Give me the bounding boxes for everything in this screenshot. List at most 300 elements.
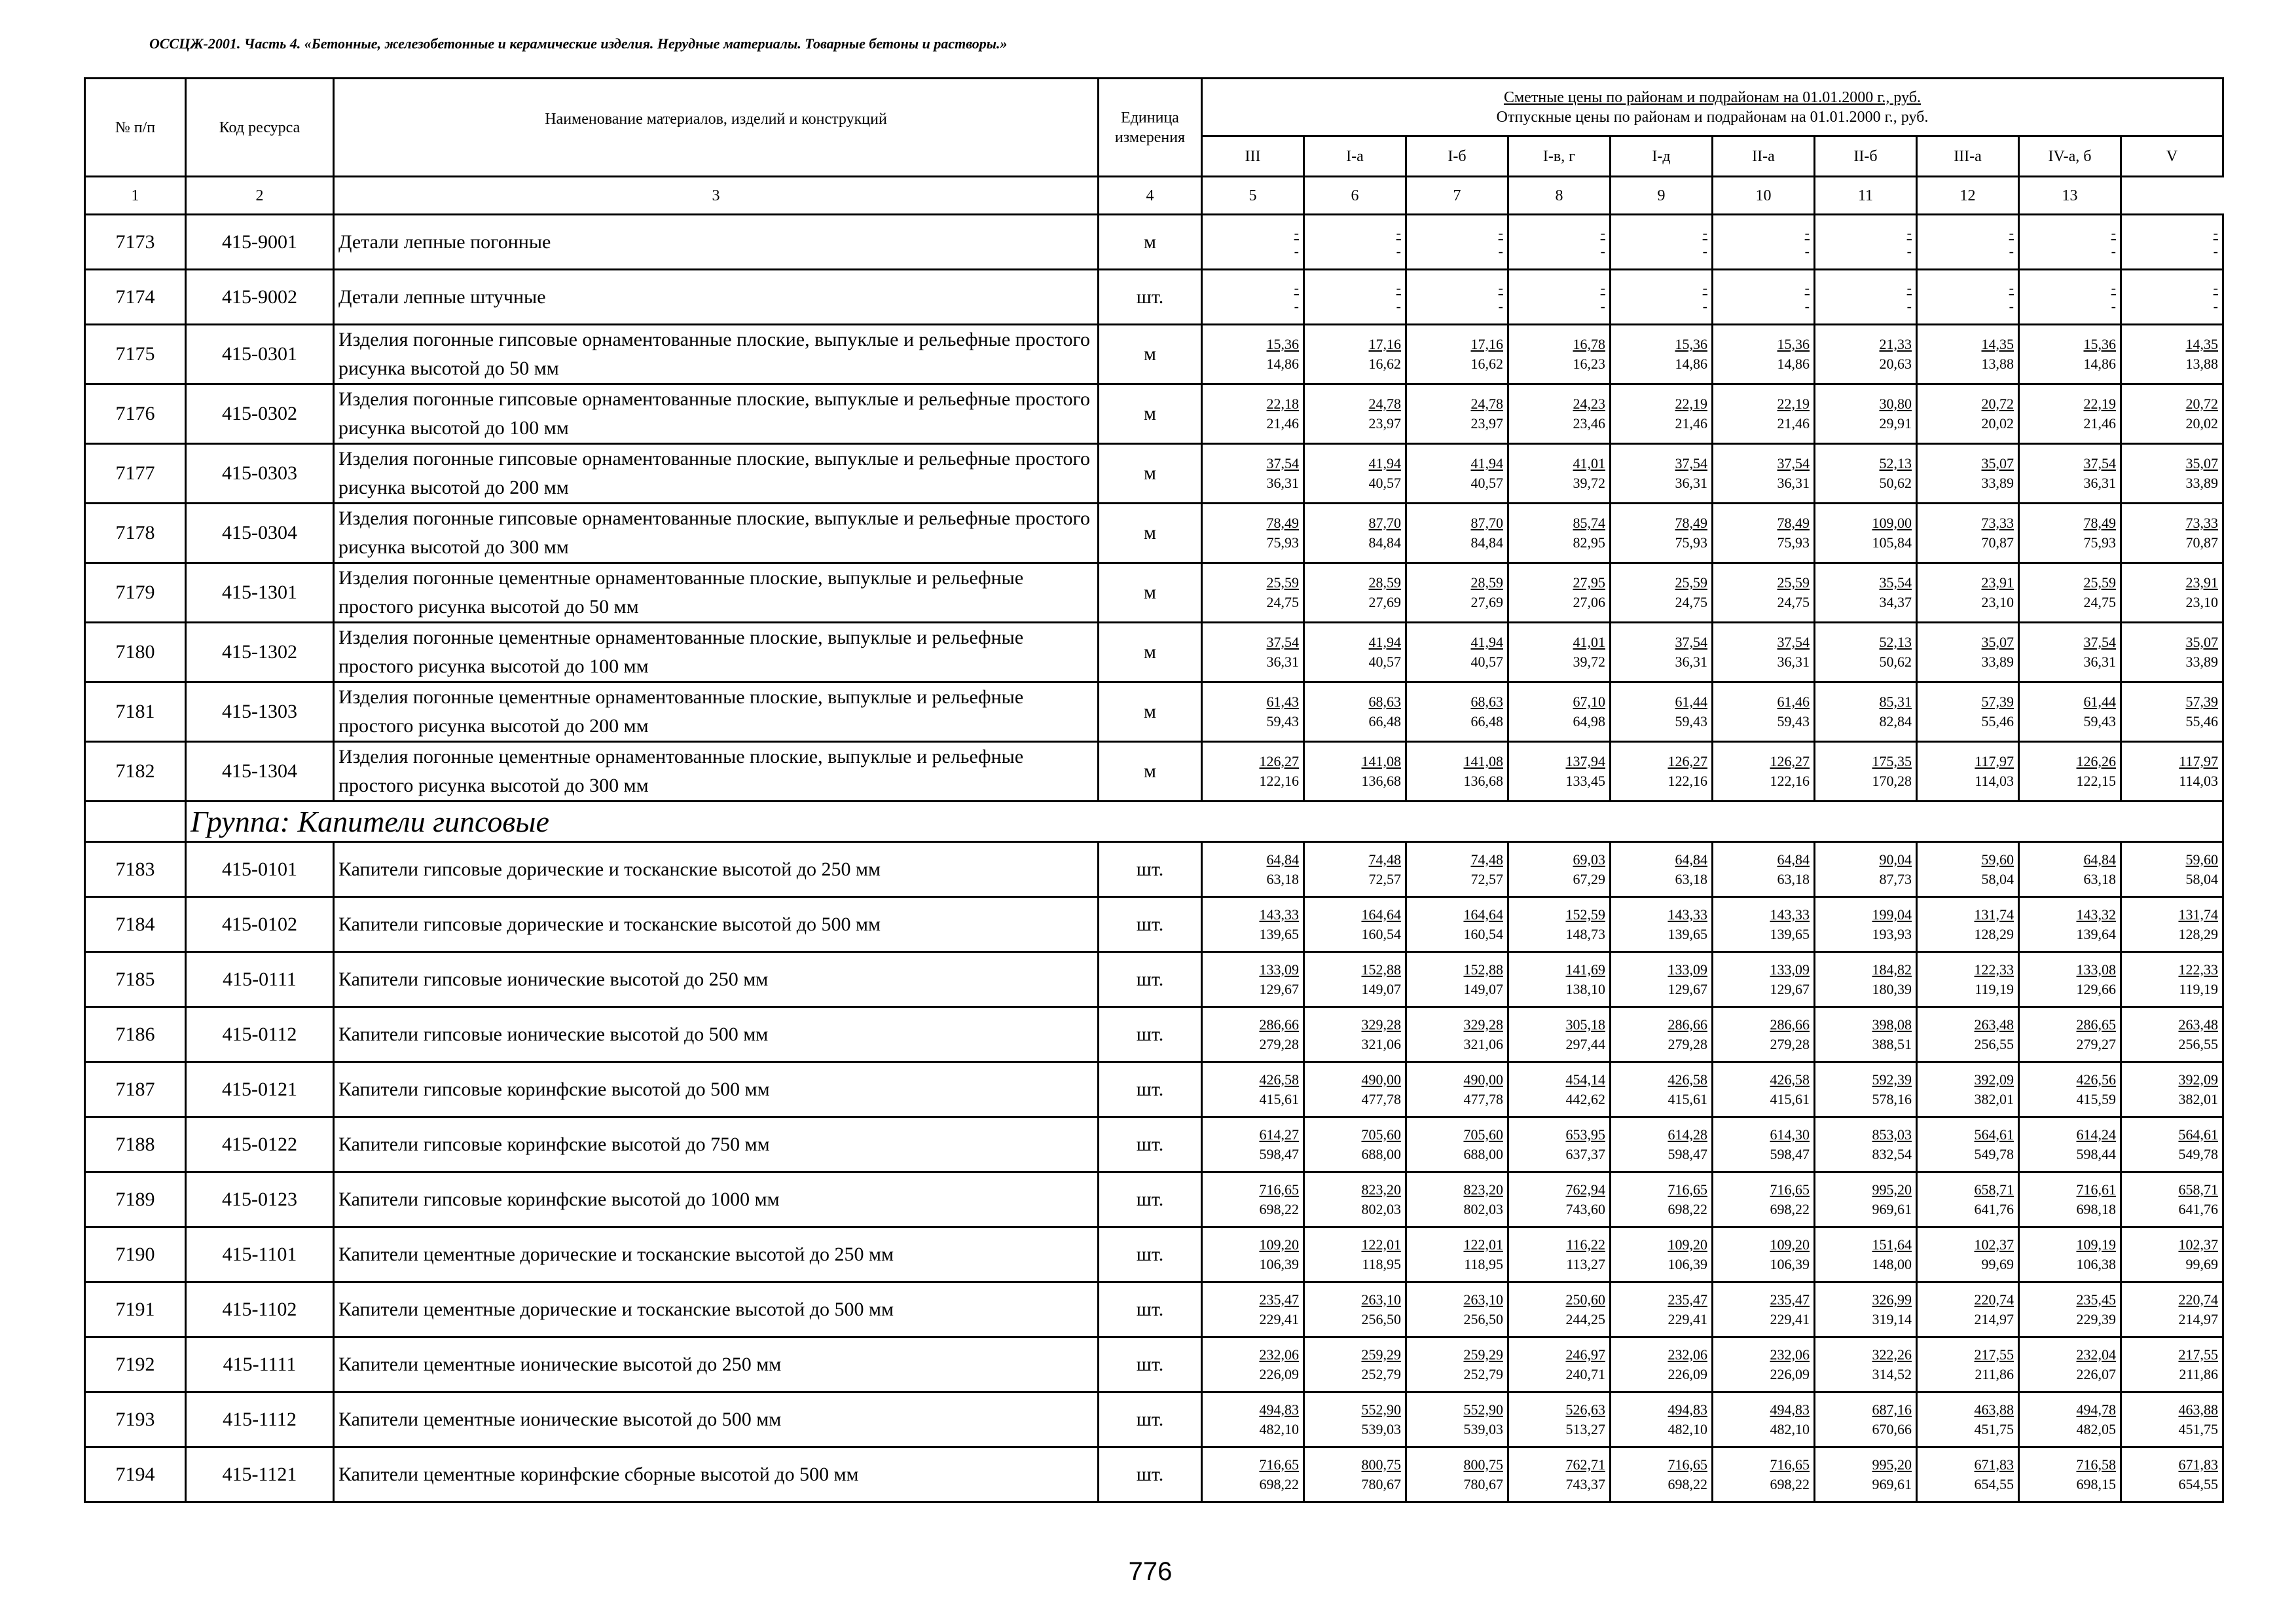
- release-price: 55,46: [2185, 713, 2218, 729]
- price-cell: [1713, 1337, 1815, 1392]
- table-row: [85, 1447, 2223, 1502]
- price-cell: [2121, 1117, 2223, 1172]
- release-price: 226,09: [1259, 1365, 1299, 1382]
- row-number: 7173: [85, 215, 186, 270]
- row-number: 7187: [85, 1062, 186, 1117]
- release-price: 415,61: [1667, 1090, 1707, 1107]
- resource-code: 415-1303: [186, 682, 334, 742]
- header-col-number: 13: [2019, 177, 2121, 215]
- release-price: 539,03: [1361, 1420, 1401, 1437]
- item-name: Капители цементные дорические и тосканские высотой до 250 мм: [334, 1227, 1099, 1282]
- price-cell: [1304, 563, 1406, 623]
- price-cell: [1508, 623, 1611, 682]
- release-price: 170,28: [1872, 773, 1912, 789]
- estimate-price: -: [1804, 224, 1810, 241]
- price-cell: [1713, 563, 1815, 623]
- estimate-price: 35,54: [1879, 574, 1912, 591]
- table-row: [85, 504, 2223, 563]
- estimate-price: 37,54: [1675, 634, 1707, 650]
- release-price: 21,46: [1675, 415, 1707, 432]
- estimate-price: 152,88: [1463, 961, 1503, 978]
- estimate-price: 716,65: [1667, 1456, 1707, 1473]
- release-price: 55,46: [1981, 713, 2014, 729]
- estimate-price: 392,09: [2178, 1071, 2218, 1088]
- table-row: [85, 270, 2223, 325]
- release-price: 244,25: [1565, 1310, 1605, 1327]
- price-cell: [1406, 897, 1508, 952]
- release-price: 688,00: [1463, 1145, 1503, 1162]
- estimate-price: 15,36: [2083, 336, 2116, 352]
- estimate-price: 454,14: [1565, 1071, 1605, 1088]
- table-row: [85, 1172, 2223, 1227]
- item-name: Капители цементные коринфские сборные высотой до 500 мм: [334, 1447, 1099, 1502]
- price-cell: [1406, 952, 1508, 1007]
- price-cell: [1304, 897, 1406, 952]
- release-price: 84,84: [1368, 534, 1401, 551]
- release-price: -: [1906, 242, 1912, 259]
- release-price: 969,61: [1872, 1200, 1912, 1217]
- release-price: 482,10: [1770, 1420, 1810, 1437]
- price-cell: [2019, 897, 2121, 952]
- estimate-price: 392,09: [1974, 1071, 2014, 1088]
- estimate-price: -: [1702, 279, 1707, 296]
- release-price: 87,73: [1879, 870, 1912, 887]
- release-price: 14,86: [1266, 356, 1299, 372]
- estimate-price: 494,83: [1770, 1401, 1810, 1418]
- price-cell: [1304, 1172, 1406, 1227]
- price-cell: [2019, 1337, 2121, 1392]
- release-price: 802,03: [1463, 1200, 1503, 1217]
- release-price: -: [2009, 242, 2014, 259]
- release-price: 297,44: [1565, 1035, 1605, 1052]
- release-price: 279,28: [1770, 1035, 1810, 1052]
- header-region: I-а: [1304, 136, 1406, 177]
- price-cell: [1917, 1337, 2019, 1392]
- release-price: 240,71: [1565, 1365, 1605, 1382]
- release-price: 64,98: [1573, 713, 1605, 729]
- item-name: Детали лепные погонные: [334, 215, 1099, 270]
- table-row: [85, 1117, 2223, 1172]
- row-number: 7185: [85, 952, 186, 1007]
- release-price: 415,61: [1770, 1090, 1810, 1107]
- price-cell: [1917, 504, 2019, 563]
- row-number: 7175: [85, 325, 186, 384]
- table-row: [85, 952, 2223, 1007]
- release-price: -: [1702, 297, 1707, 314]
- item-name: Капители цементные ионические высотой до 500 мм: [334, 1392, 1099, 1447]
- release-price: 139,65: [1667, 925, 1707, 942]
- estimate-price: 658,71: [2178, 1181, 2218, 1198]
- price-cell: [1917, 1227, 2019, 1282]
- price-cell: [1815, 504, 1917, 563]
- header-col-number: 1: [85, 177, 186, 215]
- table-row: [85, 842, 2223, 897]
- release-price: 118,95: [1362, 1255, 1401, 1272]
- release-price: 578,16: [1872, 1090, 1912, 1107]
- price-cell: [1611, 1227, 1713, 1282]
- estimate-price: 59,60: [2185, 851, 2218, 868]
- release-price: 29,91: [1879, 415, 1912, 432]
- release-price: 122,16: [1667, 773, 1707, 789]
- estimate-price: 126,26: [2076, 753, 2116, 769]
- release-price: 16,62: [1368, 356, 1401, 372]
- header-col-number: 12: [1917, 177, 2019, 215]
- estimate-price: 78,49: [2083, 515, 2116, 531]
- price-cell: [1713, 504, 1815, 563]
- estimate-price: 133,08: [2076, 961, 2116, 978]
- estimate-price: 131,74: [1974, 906, 2014, 923]
- estimate-price: 800,75: [1361, 1456, 1401, 1473]
- price-cell: [2121, 1062, 2223, 1117]
- estimate-price: 37,54: [1777, 634, 1810, 650]
- table-body: [85, 79, 2223, 1502]
- release-price: 36,31: [2083, 654, 2116, 670]
- estimate-price: 52,13: [1879, 455, 1912, 471]
- estimate-price: 463,88: [1974, 1401, 2014, 1418]
- price-cell: [1406, 1392, 1508, 1447]
- estimate-price: 653,95: [1565, 1126, 1605, 1143]
- item-name: Капители гипсовые дорические и тосканские высотой до 250 мм: [334, 842, 1099, 897]
- release-price: 256,50: [1361, 1310, 1401, 1327]
- estimate-price: 57,39: [2185, 693, 2218, 710]
- release-price: -: [2111, 242, 2116, 259]
- release-price: 113,27: [1566, 1255, 1605, 1272]
- estimate-price: 853,03: [1872, 1126, 1912, 1143]
- estimate-price: -: [1906, 279, 1912, 296]
- estimate-price: 286,65: [2076, 1016, 2116, 1033]
- release-price: 66,48: [1470, 713, 1503, 729]
- release-price: 138,10: [1565, 980, 1605, 997]
- estimate-price: 217,55: [1974, 1346, 2014, 1363]
- release-price: 129,67: [1667, 980, 1707, 997]
- estimate-price: 232,06: [1667, 1346, 1707, 1363]
- release-price: 415,61: [1259, 1090, 1299, 1107]
- estimate-price: 109,19: [2076, 1236, 2116, 1253]
- estimate-price: 263,10: [1361, 1291, 1401, 1308]
- release-price: 314,52: [1872, 1365, 1912, 1382]
- price-cell: [2121, 742, 2223, 802]
- release-price: 279,28: [1259, 1035, 1299, 1052]
- estimate-price: 102,37: [1974, 1236, 2014, 1253]
- estimate-price: 463,88: [2178, 1401, 2218, 1418]
- estimate-price: 64,84: [1266, 851, 1299, 868]
- price-cell: [1406, 623, 1508, 682]
- estimate-price: 658,71: [1974, 1181, 2014, 1198]
- price-cell: [1611, 444, 1713, 504]
- estimate-price: 426,56: [2076, 1071, 2116, 1088]
- price-cell: [1917, 682, 2019, 742]
- price-cell: [1202, 504, 1304, 563]
- estimate-price: 151,64: [1872, 1236, 1912, 1253]
- price-cell: [1508, 952, 1611, 1007]
- table-row: [85, 1227, 2223, 1282]
- row-number: 7179: [85, 563, 186, 623]
- estimate-price: 184,82: [1872, 961, 1912, 978]
- release-price: 698,15: [2076, 1475, 2116, 1492]
- release-price: -: [2009, 297, 2014, 314]
- header-prices-release: Отпускные цены по районам и подрайонам на 01.01.2000 г., руб.: [1496, 108, 1929, 126]
- price-cell: [1917, 1172, 2019, 1227]
- estimate-price: 41,01: [1573, 455, 1605, 471]
- release-price: 40,57: [1368, 654, 1401, 670]
- unit: шт.: [1099, 897, 1202, 952]
- release-price: 832,54: [1872, 1145, 1912, 1162]
- price-cell: [1611, 742, 1713, 802]
- estimate-price: 564,61: [1974, 1126, 2014, 1143]
- price-cell: [1917, 384, 2019, 444]
- price-cell: [2121, 1172, 2223, 1227]
- release-price: 50,62: [1879, 475, 1912, 491]
- price-cell: [1304, 1282, 1406, 1337]
- estimate-price: 716,65: [1259, 1456, 1299, 1473]
- item-name: Изделия погонные гипсовые орнаментованные плоские, выпуклые и рельефные простого рисунка высотой до 100 мм: [334, 384, 1099, 444]
- price-cell: [1713, 384, 1815, 444]
- estimate-price: 552,90: [1361, 1401, 1401, 1418]
- price-cell: [2019, 215, 2121, 270]
- header-col-number: 7: [1406, 177, 1508, 215]
- estimate-price: 15,36: [1266, 336, 1299, 352]
- price-cell: [2019, 325, 2121, 384]
- release-price: 24,75: [1266, 594, 1299, 610]
- release-price: 33,89: [1981, 654, 2014, 670]
- row-number: 7188: [85, 1117, 186, 1172]
- release-price: 214,97: [2178, 1310, 2218, 1327]
- price-cell: [1611, 897, 1713, 952]
- price-cell: [1713, 1227, 1815, 1282]
- release-price: 33,89: [2185, 654, 2218, 670]
- price-cell: [1508, 1392, 1611, 1447]
- row-number: 7174: [85, 270, 186, 325]
- estimate-price: 74,48: [1368, 851, 1401, 868]
- resource-code: 415-1102: [186, 1282, 334, 1337]
- price-cell: [1508, 444, 1611, 504]
- price-cell: [1917, 952, 2019, 1007]
- unit: шт.: [1099, 270, 1202, 325]
- release-price: 72,57: [1368, 870, 1401, 887]
- header-region: V: [2121, 136, 2223, 177]
- price-cell: [2121, 1447, 2223, 1502]
- estimate-price: 21,33: [1879, 336, 1912, 352]
- row-number: 7193: [85, 1392, 186, 1447]
- table-row: [85, 563, 2223, 623]
- price-cell: [2121, 444, 2223, 504]
- estimate-price: 671,83: [1974, 1456, 2014, 1473]
- price-cell: [2121, 384, 2223, 444]
- header-region: IV-а, б: [2019, 136, 2121, 177]
- release-price: 13,88: [1981, 356, 2014, 372]
- release-price: 106,38: [2076, 1255, 2116, 1272]
- release-price: 477,78: [1463, 1090, 1503, 1107]
- estimate-price: 68,63: [1470, 693, 1503, 710]
- item-name: Капители гипсовые ионические высотой до 250 мм: [334, 952, 1099, 1007]
- price-cell: [1713, 1117, 1815, 1172]
- estimate-price: 117,97: [1975, 753, 2014, 769]
- price-cell: [1917, 270, 2019, 325]
- price-cell: [1611, 1447, 1713, 1502]
- release-price: 279,28: [1667, 1035, 1707, 1052]
- estimate-price: 28,59: [1368, 574, 1401, 591]
- item-name: Капители гипсовые ионические высотой до 500 мм: [334, 1007, 1099, 1062]
- price-cell: [1202, 215, 1304, 270]
- estimate-price: 35,07: [2185, 634, 2218, 650]
- estimate-price: 263,10: [1463, 1291, 1503, 1308]
- price-cell: [1713, 444, 1815, 504]
- estimate-price: 259,29: [1463, 1346, 1503, 1363]
- item-name: Детали лепные штучные: [334, 270, 1099, 325]
- row-number: 7178: [85, 504, 186, 563]
- price-cell: [1713, 842, 1815, 897]
- header-col-number: 9: [1611, 177, 1713, 215]
- price-cell: [1815, 215, 1917, 270]
- release-price: 139,65: [1770, 925, 1810, 942]
- price-cell: [2019, 270, 2121, 325]
- estimate-price: 143,33: [1667, 906, 1707, 923]
- row-number: 7189: [85, 1172, 186, 1227]
- estimate-price: 87,70: [1470, 515, 1503, 531]
- estimate-price: 37,54: [1266, 634, 1299, 650]
- release-price: 513,27: [1565, 1420, 1605, 1437]
- release-price: 229,41: [1770, 1310, 1810, 1327]
- estimate-price: 64,84: [1777, 851, 1810, 868]
- page-number: 776: [1128, 1557, 1173, 1586]
- estimate-price: 800,75: [1463, 1456, 1503, 1473]
- price-cell: [1917, 444, 2019, 504]
- estimate-price: 259,29: [1361, 1346, 1401, 1363]
- estimate-price: -: [1498, 224, 1503, 241]
- price-cell: [1202, 1282, 1304, 1337]
- release-price: 180,39: [1872, 980, 1912, 997]
- price-cell: [1508, 897, 1611, 952]
- estimate-price: 564,61: [2178, 1126, 2218, 1143]
- release-price: 549,78: [2178, 1145, 2218, 1162]
- estimate-price: 494,83: [1667, 1401, 1707, 1418]
- item-name: Изделия погонные цементные орнаментованные плоские, выпуклые и рельефные простого рисунка высотой до 200 мм: [334, 682, 1099, 742]
- price-cell: [1304, 842, 1406, 897]
- estimate-price: 102,37: [2178, 1236, 2218, 1253]
- estimate-price: 37,54: [2083, 634, 2116, 650]
- estimate-price: 716,58: [2076, 1456, 2116, 1473]
- estimate-price: 235,47: [1770, 1291, 1810, 1308]
- release-price: 27,69: [1368, 594, 1401, 610]
- release-price: 66,48: [1368, 713, 1401, 729]
- unit: м: [1099, 384, 1202, 444]
- estimate-price: 220,74: [2178, 1291, 2218, 1308]
- estimate-price: 73,33: [1981, 515, 2014, 531]
- estimate-price: -: [1498, 279, 1503, 296]
- price-cell: [1611, 215, 1713, 270]
- estimate-price: 122,33: [1974, 961, 2014, 978]
- estimate-price: 20,72: [2185, 396, 2218, 412]
- row-number: 7184: [85, 897, 186, 952]
- price-cell: [1713, 215, 1815, 270]
- price-cell: [1406, 1337, 1508, 1392]
- estimate-price: 64,84: [2083, 851, 2116, 868]
- table-row: [85, 1062, 2223, 1117]
- release-price: 670,66: [1872, 1420, 1912, 1437]
- price-cell: [1304, 270, 1406, 325]
- estimate-price: 143,33: [1259, 906, 1299, 923]
- estimate-price: 995,20: [1872, 1456, 1912, 1473]
- release-price: 160,54: [1361, 925, 1401, 942]
- price-cell: [1406, 504, 1508, 563]
- release-price: 21,46: [2083, 415, 2116, 432]
- release-price: 279,27: [2076, 1035, 2116, 1052]
- estimate-price: 78,49: [1266, 515, 1299, 531]
- release-price: 598,47: [1259, 1145, 1299, 1162]
- release-price: 149,07: [1361, 980, 1401, 997]
- release-price: 82,95: [1573, 534, 1605, 551]
- release-price: 129,67: [1259, 980, 1299, 997]
- release-price: 75,93: [1777, 534, 1810, 551]
- estimate-price: 614,24: [2076, 1126, 2116, 1143]
- item-name: Капители цементные дорические и тосканские высотой до 500 мм: [334, 1282, 1099, 1337]
- table-row: [85, 1007, 2223, 1062]
- estimate-price: 329,28: [1463, 1016, 1503, 1033]
- price-cell: [2019, 623, 2121, 682]
- resource-code: 415-1304: [186, 742, 334, 802]
- release-price: -: [1294, 297, 1299, 314]
- estimate-price: 286,66: [1770, 1016, 1810, 1033]
- header-col-number: 2: [186, 177, 334, 215]
- row-number: 7186: [85, 1007, 186, 1062]
- unit: м: [1099, 215, 1202, 270]
- price-cell: [2019, 1392, 2121, 1447]
- resource-code: 415-0303: [186, 444, 334, 504]
- price-cell: [1304, 1117, 1406, 1172]
- price-cell: [1304, 325, 1406, 384]
- resource-code: 415-0302: [186, 384, 334, 444]
- price-cell: [1508, 504, 1611, 563]
- price-cell: [1713, 1172, 1815, 1227]
- unit: шт.: [1099, 1447, 1202, 1502]
- header-region: I-д: [1611, 136, 1713, 177]
- release-price: 70,87: [2185, 534, 2218, 551]
- estimate-price: 87,70: [1368, 515, 1401, 531]
- release-price: 36,31: [1266, 475, 1299, 491]
- estimate-price: 995,20: [1872, 1181, 1912, 1198]
- estimate-price: 143,33: [1770, 906, 1810, 923]
- release-price: 75,93: [1266, 534, 1299, 551]
- price-cell: [2121, 897, 2223, 952]
- release-price: 20,63: [1879, 356, 1912, 372]
- estimate-price: 322,26: [1872, 1346, 1912, 1363]
- estimate-price: 16,78: [1573, 336, 1605, 352]
- estimate-price: 823,20: [1361, 1181, 1401, 1198]
- release-price: 641,76: [2178, 1200, 2218, 1217]
- unit: шт.: [1099, 1117, 1202, 1172]
- release-price: 698,22: [1259, 1200, 1299, 1217]
- release-price: 14,86: [1675, 356, 1707, 372]
- estimate-price: 37,54: [1266, 455, 1299, 471]
- group-row: [85, 802, 2223, 842]
- release-price: 654,55: [1974, 1475, 2014, 1492]
- estimate-price: 494,83: [1259, 1401, 1299, 1418]
- release-price: -: [1600, 297, 1605, 314]
- release-price: 211,86: [2179, 1365, 2218, 1382]
- price-cell: [1917, 897, 2019, 952]
- release-price: 229,41: [1667, 1310, 1707, 1327]
- price-cell: [1815, 952, 1917, 1007]
- release-price: 451,75: [1974, 1420, 2014, 1437]
- release-price: -: [2213, 242, 2218, 259]
- estimate-price: 705,60: [1361, 1126, 1401, 1143]
- release-price: 23,97: [1368, 415, 1401, 432]
- release-price: -: [1702, 242, 1707, 259]
- price-cell: [2121, 1227, 2223, 1282]
- price-cell: [1917, 325, 2019, 384]
- estimate-price: -: [1702, 224, 1707, 241]
- release-price: 780,67: [1463, 1475, 1503, 1492]
